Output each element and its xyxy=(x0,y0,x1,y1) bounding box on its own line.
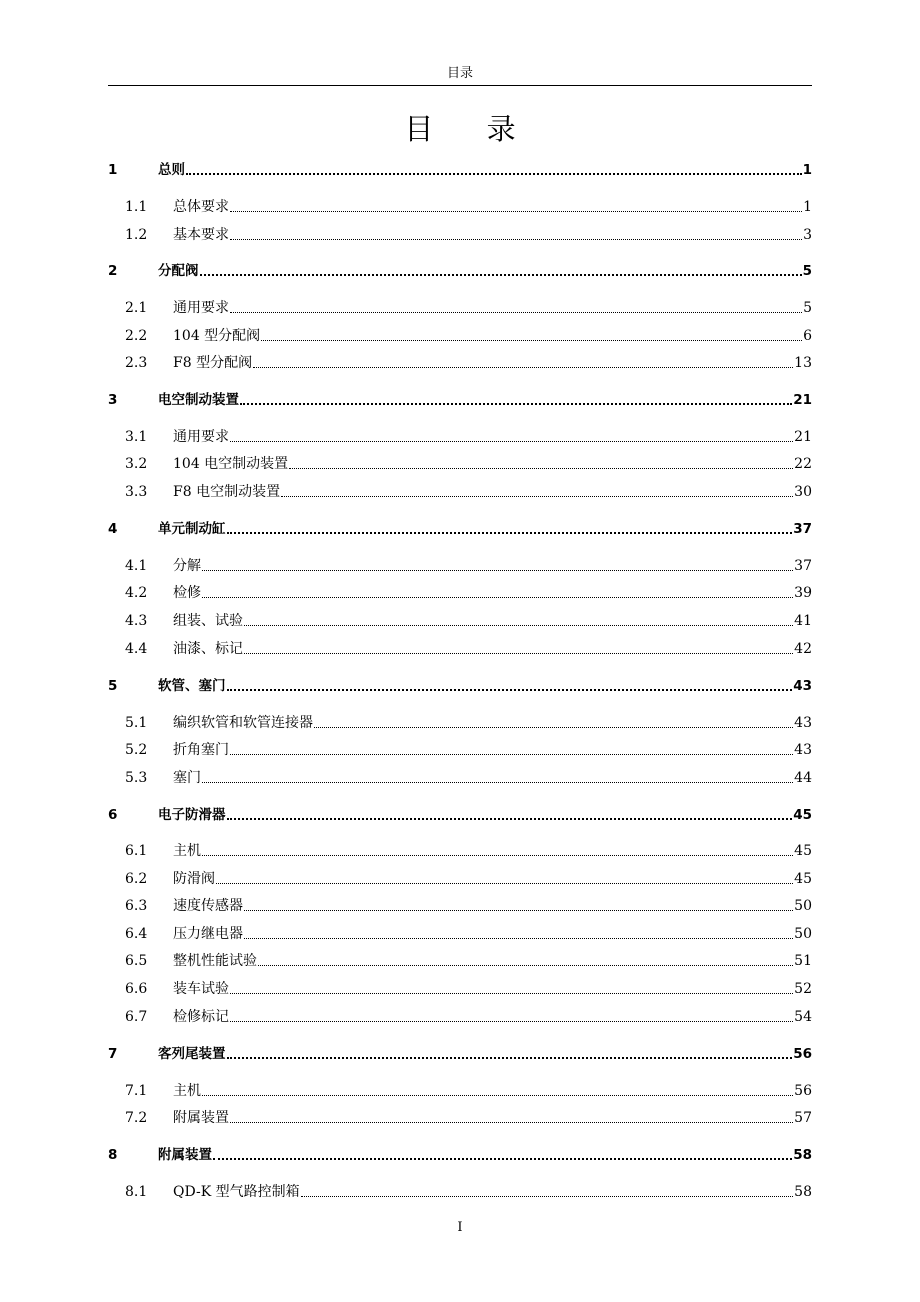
toc-entry-title: 软管、塞门 xyxy=(158,678,226,694)
toc-entry-page: 5 xyxy=(802,263,812,279)
toc-entry-number: 6.3 xyxy=(125,898,148,914)
dot-leader xyxy=(230,312,802,313)
toc-entry-title: F8 型分配阀 xyxy=(173,355,253,371)
toc-chapter-entry[interactable] xyxy=(108,161,812,179)
toc-entry-number: 7.2 xyxy=(125,1110,148,1126)
toc-entry-number: 1 xyxy=(108,162,118,178)
toc-entry-page: 41 xyxy=(794,613,812,629)
toc-entry-page: 56 xyxy=(794,1083,812,1099)
toc-entry-page: 52 xyxy=(794,981,812,997)
toc-entry-number: 4 xyxy=(108,521,118,537)
toc-entry-number: 3.3 xyxy=(125,484,148,500)
toc-chapter-entry[interactable] xyxy=(108,391,812,409)
dot-leader xyxy=(213,1158,792,1160)
dot-leader xyxy=(261,340,802,341)
toc-entry-page: 56 xyxy=(793,1046,812,1062)
dot-leader xyxy=(289,468,793,469)
toc-section-entry[interactable] xyxy=(108,1109,812,1127)
toc-section-entry[interactable] xyxy=(108,354,812,372)
toc-chapter-entry[interactable] xyxy=(108,1045,812,1063)
dot-leader xyxy=(227,532,793,534)
dot-leader xyxy=(227,689,793,691)
toc-entry-number: 6.2 xyxy=(125,871,148,887)
toc-section-entry[interactable] xyxy=(108,640,812,658)
toc-entry-title: 通用要求 xyxy=(173,429,229,445)
dot-leader xyxy=(240,403,792,405)
toc-section-entry[interactable] xyxy=(108,612,812,630)
dot-leader xyxy=(230,441,793,442)
toc-entry-title: 电空制动装置 xyxy=(158,392,239,408)
dot-leader xyxy=(244,910,793,911)
toc-entry-title: 装车试验 xyxy=(173,981,229,997)
toc-entry-number: 7 xyxy=(108,1046,118,1062)
toc-entry-title: 通用要求 xyxy=(173,300,229,316)
toc-entry-number: 8.1 xyxy=(125,1184,148,1200)
toc-entry-title: 主机 xyxy=(173,843,201,859)
page-number: I xyxy=(457,1220,463,1235)
toc-entry-page: 6 xyxy=(803,328,812,344)
toc-entry-page: 57 xyxy=(794,1110,812,1126)
dot-leader xyxy=(244,938,793,939)
toc-section-entry[interactable] xyxy=(108,198,812,216)
dot-leader xyxy=(301,1196,794,1197)
toc-entry-title: 附属装置 xyxy=(158,1147,212,1163)
toc-section-entry[interactable] xyxy=(108,925,812,943)
toc-entry-page: 3 xyxy=(803,227,812,243)
toc-entry-page: 1 xyxy=(803,199,812,215)
toc-entry-page: 50 xyxy=(794,898,812,914)
toc-section-entry[interactable] xyxy=(108,1082,812,1100)
toc-section-entry[interactable] xyxy=(108,584,812,602)
toc-entry-number: 3.1 xyxy=(125,429,148,445)
dot-leader xyxy=(202,597,793,598)
toc-entry-number: 2 xyxy=(108,263,118,279)
toc-section-entry[interactable] xyxy=(108,980,812,998)
toc-entry-title: 分配阀 xyxy=(158,263,199,279)
dot-leader xyxy=(227,818,793,820)
toc-entry-page: 21 xyxy=(794,429,812,445)
toc-entry-page: 37 xyxy=(794,558,812,574)
toc-entry-title: 组装、试验 xyxy=(173,613,243,629)
toc-entry-number: 6.6 xyxy=(125,981,148,997)
toc-entry-title: 主机 xyxy=(173,1083,201,1099)
toc-entry-page: 22 xyxy=(794,456,812,472)
toc-entry-number: 5.3 xyxy=(125,770,148,786)
toc-section-entry[interactable] xyxy=(108,842,812,860)
toc-entry-number: 4.1 xyxy=(125,558,148,574)
toc-entry-title: 总体要求 xyxy=(173,199,229,215)
toc-entry-title: 压力继电器 xyxy=(173,926,243,942)
toc-entry-title: 附属装置 xyxy=(173,1110,229,1126)
toc-entry-number: 6.7 xyxy=(125,1009,148,1025)
toc-entry-title: 基本要求 xyxy=(173,227,229,243)
toc-section-entry[interactable] xyxy=(108,455,812,473)
toc-entry-title: 104 电空制动装置 xyxy=(173,456,289,472)
toc-entry-number: 1.2 xyxy=(125,227,148,243)
toc-section-entry[interactable] xyxy=(108,769,812,787)
toc-entry-number: 8 xyxy=(108,1147,118,1163)
dot-leader xyxy=(230,1021,793,1022)
toc-entry-number: 3.2 xyxy=(125,456,148,472)
toc-entry-number: 7.1 xyxy=(125,1083,148,1099)
toc-entry-title: 单元制动缸 xyxy=(158,521,226,537)
toc-chapter-entry[interactable] xyxy=(108,1146,812,1164)
toc-entry-title: 防滑阀 xyxy=(173,871,215,887)
toc-entry-title: 检修 xyxy=(173,585,201,601)
toc-entry-number: 6 xyxy=(108,807,118,823)
toc-chapter-entry[interactable] xyxy=(108,520,812,538)
toc-entry-number: 2.3 xyxy=(125,355,148,371)
toc-section-entry[interactable] xyxy=(108,299,812,317)
toc-entry-number: 4.4 xyxy=(125,641,148,657)
toc-section-entry[interactable] xyxy=(108,483,812,501)
toc-entry-page: 21 xyxy=(793,392,812,408)
toc-entry-number: 2.2 xyxy=(125,328,148,344)
toc-entry-title: F8 电空制动装置 xyxy=(173,484,281,500)
page-title: 目 录 xyxy=(404,112,538,146)
toc-section-entry[interactable] xyxy=(108,226,812,244)
toc-chapter-entry[interactable] xyxy=(108,262,812,280)
toc-section-entry[interactable] xyxy=(108,870,812,888)
toc-entry-title: 总则 xyxy=(158,162,185,178)
toc-entry-page: 44 xyxy=(794,770,812,786)
toc-entry-title: 检修标记 xyxy=(173,1009,229,1025)
toc-entry-title: 104 型分配阀 xyxy=(173,328,261,344)
running-header: 目录 xyxy=(446,66,473,81)
toc-entry-title: 分解 xyxy=(173,558,201,574)
toc-entry-page: 43 xyxy=(793,678,812,694)
toc-section-entry[interactable] xyxy=(108,1008,812,1026)
dot-leader xyxy=(202,855,793,856)
toc-entry-page: 45 xyxy=(793,807,812,823)
toc-entry-title: 整机性能试验 xyxy=(173,953,257,969)
dot-leader xyxy=(227,1057,793,1059)
toc-section-entry[interactable] xyxy=(108,714,812,732)
toc-section-entry[interactable] xyxy=(108,428,812,446)
toc-entry-number: 5.1 xyxy=(125,715,148,731)
toc-entry-page: 1 xyxy=(802,162,812,178)
dot-leader xyxy=(314,727,793,728)
toc-entry-page: 37 xyxy=(793,521,812,537)
toc-entry-number: 2.1 xyxy=(125,300,148,316)
dot-leader xyxy=(186,173,802,175)
toc-entry-title: 电子防滑器 xyxy=(158,807,226,823)
toc-entry-page: 50 xyxy=(794,926,812,942)
toc-entry-page: 58 xyxy=(793,1147,812,1163)
toc-entry-page: 45 xyxy=(794,843,812,859)
toc-entry-number: 6.4 xyxy=(125,926,148,942)
toc-chapter-entry[interactable] xyxy=(108,806,812,824)
toc-entry-page: 30 xyxy=(794,484,812,500)
dot-leader xyxy=(253,367,793,368)
toc-entry-title: 编织软管和软管连接器 xyxy=(173,715,313,731)
toc-entry-title: 油漆、标记 xyxy=(173,641,243,657)
toc-entry-number: 6.5 xyxy=(125,953,148,969)
dot-leader xyxy=(230,211,802,212)
toc-entry-page: 43 xyxy=(794,742,812,758)
dot-leader xyxy=(202,782,793,783)
dot-leader xyxy=(244,625,793,626)
dot-leader xyxy=(216,883,793,884)
toc-entry-page: 13 xyxy=(794,355,812,371)
toc-entry-page: 5 xyxy=(803,300,812,316)
toc-entry-page: 45 xyxy=(794,871,812,887)
dot-leader xyxy=(258,965,793,966)
toc-entry-page: 51 xyxy=(794,953,812,969)
toc-entry-number: 4.3 xyxy=(125,613,148,629)
toc-section-entry[interactable] xyxy=(108,897,812,915)
toc-entry-page: 39 xyxy=(794,585,812,601)
toc-section-entry[interactable] xyxy=(108,327,812,345)
dot-leader xyxy=(281,496,793,497)
toc-entry-number: 3 xyxy=(108,392,118,408)
toc-entry-page: 58 xyxy=(794,1184,812,1200)
toc-section-entry[interactable] xyxy=(108,741,812,759)
dot-leader xyxy=(202,570,793,571)
toc-entry-number: 1.1 xyxy=(125,199,148,215)
toc-entry-title: 折角塞门 xyxy=(173,742,229,758)
toc-entry-number: 4.2 xyxy=(125,585,148,601)
toc-entry-page: 43 xyxy=(794,715,812,731)
toc-entry-page: 42 xyxy=(794,641,812,657)
toc-entry-title: QD-K 型气路控制箱 xyxy=(173,1184,300,1200)
toc-entry-number: 5.2 xyxy=(125,742,148,758)
toc-entry-title: 客列尾装置 xyxy=(158,1046,226,1062)
dot-leader xyxy=(230,1122,793,1123)
toc-chapter-entry[interactable] xyxy=(108,677,812,695)
toc-entry-number: 5 xyxy=(108,678,118,694)
toc-entry-number: 6.1 xyxy=(125,843,148,859)
toc-entry-title: 塞门 xyxy=(173,770,201,786)
toc-section-entry[interactable] xyxy=(108,1183,812,1201)
toc-entry-title: 速度传感器 xyxy=(173,898,243,914)
dot-leader xyxy=(230,754,793,755)
toc-section-entry[interactable] xyxy=(108,952,812,970)
dot-leader xyxy=(244,653,793,654)
dot-leader xyxy=(202,1095,793,1096)
dot-leader xyxy=(230,239,802,240)
toc-entry-page: 54 xyxy=(794,1009,812,1025)
toc-section-entry[interactable] xyxy=(108,557,812,575)
dot-leader xyxy=(200,274,802,276)
dot-leader xyxy=(230,993,793,994)
